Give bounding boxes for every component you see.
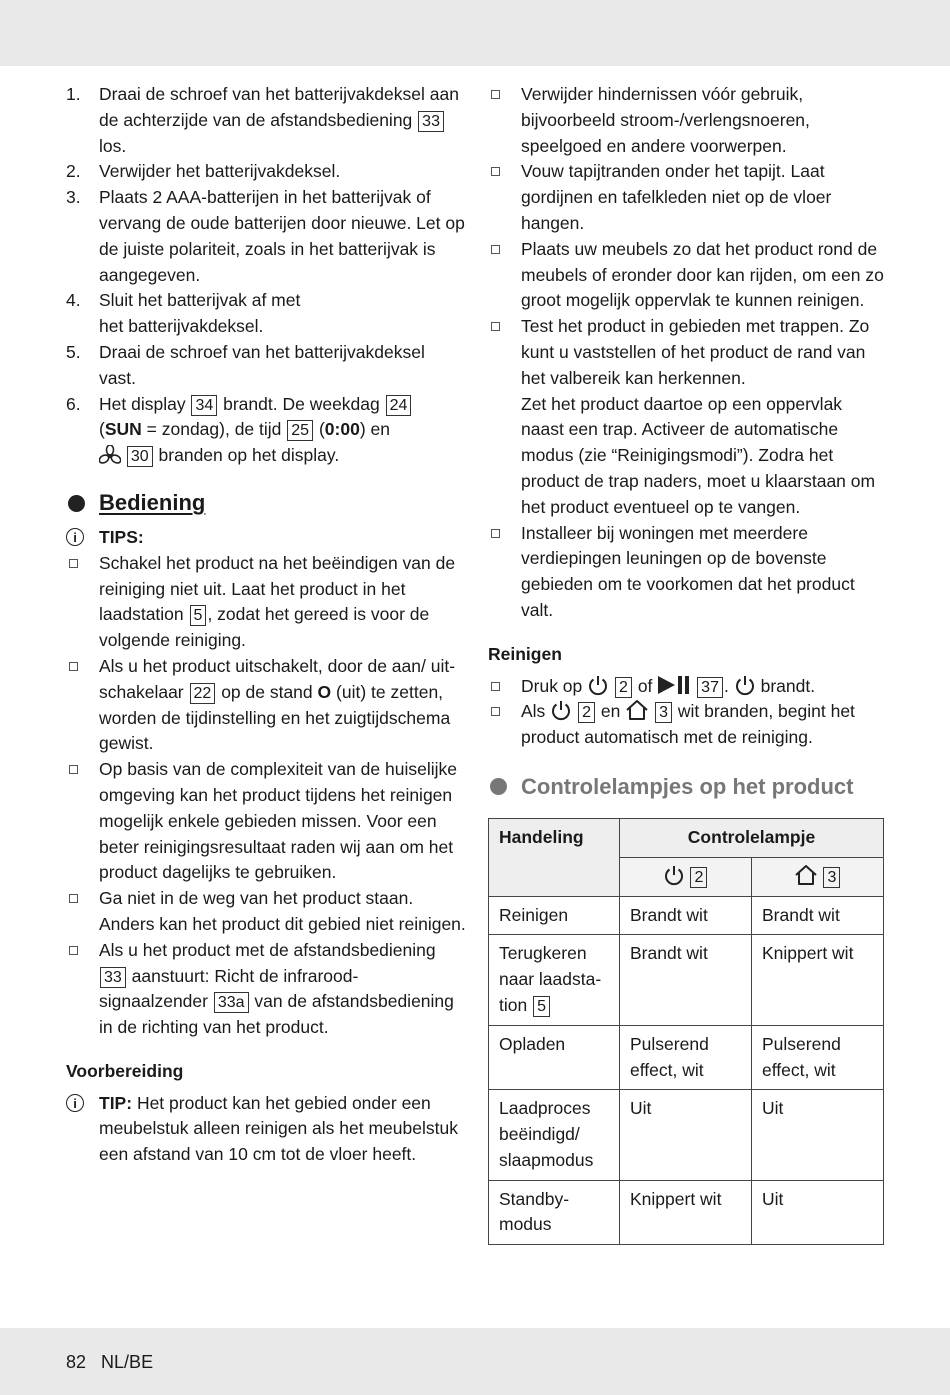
table-icon-cell xyxy=(752,857,884,896)
list-item: Vouw tapijtranden onder het tapijt. Laat gordijnen en tafelkleden niet op de vloer hangen. xyxy=(488,159,888,236)
ref-box: 33 xyxy=(418,111,444,132)
footer-bar xyxy=(0,1328,950,1395)
table-icon-cell xyxy=(620,857,752,896)
tip-item: i TIP: Het product kan het gebied onder een meubelstuk alleen reinigen als het meubelstuk een afstand van 10 cm tot de vloer heeft. xyxy=(66,1091,466,1168)
table-row: Standby-modus Knippert wit Uit xyxy=(489,1180,884,1245)
header-bar xyxy=(0,0,950,66)
ref-box: 3 xyxy=(655,702,672,723)
ref-box: 22 xyxy=(190,683,216,704)
fan-icon xyxy=(99,445,121,465)
checkbox-bullet-icon xyxy=(69,662,78,671)
tip-item: Als u het product uitschakelt, door de aan/ uit-schakelaar 22 op de stand O (uit) te zetten, worden de tijdinstelling en het zuigtijdschema gewist. xyxy=(66,654,466,757)
step-2: 2. Verwijder het batterijvakdeksel. xyxy=(66,161,341,182)
power-icon xyxy=(663,864,685,886)
ref-box: 5 xyxy=(190,605,207,626)
off-symbol: O xyxy=(317,681,332,702)
step-4: 4. Sluit het batterijvak af met het batterijvakdeksel. xyxy=(66,290,301,337)
ref-box: 2 xyxy=(690,867,707,888)
ref-box: 33a xyxy=(214,992,249,1013)
tip-item: Ga niet in de weg van het product staan. Anders kan het product dit gebied niet reinigen. xyxy=(66,886,466,938)
step-1: 1. Draai de schroef van het batterijvakdeksel aan de achterzijde van de afstandsbediening 33 los. xyxy=(66,84,459,156)
home-icon xyxy=(625,699,649,721)
right-column xyxy=(488,82,888,1245)
info-icon: i xyxy=(66,1094,84,1112)
table-row: Opladen Pulserend effect, wit Pulserend effect, wit xyxy=(489,1025,884,1090)
ref-box: 30 xyxy=(127,446,153,467)
tip-item: Schakel het product na het beëindigen van de reiniging niet uit. Laat het product in het laadstation 5 , zodat het gereed is voor de volgende reiniging. xyxy=(66,551,466,654)
section-heading-controlelampjes: Controlelampjes op het product xyxy=(488,771,888,802)
checkbox-bullet-icon xyxy=(491,682,500,691)
list-item: Als 2 en 3 wit branden, begint het product automatisch met de reiniging. xyxy=(488,699,888,751)
step-6: 6. Het display 34 brandt. De weekdag 24 (SUN = zondag), de tijd 25 (0:00) en 30 branden op het display. xyxy=(66,392,466,469)
list-item: Installeer bij woningen met meerdere verdiepingen leuningen op de bovenste gebieden om te voorkomen dat het product valt. xyxy=(488,521,888,624)
checkbox-bullet-icon xyxy=(491,90,500,99)
checkbox-bullet-icon xyxy=(491,529,500,538)
list-item: Test het product in gebieden met trappen. Zo kunt u vaststellen of het product de rand van het valbereik kan herkennen. xyxy=(488,314,888,391)
left-column xyxy=(66,82,466,1168)
tip-item: Op basis van de complexiteit van de huiselijke omgeving kan het product tijdens het reinigen mogelijk enkele gebieden missen. Voor een beter reinigingsresultaat raden wij aan om het product dagelijks te gebruiken. xyxy=(66,757,466,886)
list-item-continuation: Zet het product daartoe op een oppervlak naast een trap. Activeer de automatische modus (zie “Reinigingsmodi”). Zodra het product de trap naders, moet u klaarstaan om het product eventueel op te vangen. xyxy=(521,393,876,517)
ref-box: 24 xyxy=(386,395,412,416)
play-pause-icon xyxy=(657,674,691,696)
checkbox-bullet-icon xyxy=(69,946,78,955)
checkbox-bullet-icon xyxy=(69,894,78,903)
step-5: 5. Draai de schroef van het batterijvakdeksel vast. xyxy=(66,341,425,388)
list-item: Druk op 2 of 37 . brandt. xyxy=(488,674,888,700)
ref-box: 33 xyxy=(100,967,126,988)
ref-box: 34 xyxy=(191,395,217,416)
ref-box: 5 xyxy=(533,996,550,1017)
bullet-dot-icon xyxy=(68,495,85,512)
list-item: Plaats uw meubels zo dat het product rond de meubels of eronder door kan rijden, om een zo groot mogelijk oppervlak te kunnen reinigen. xyxy=(488,237,888,314)
bullet-dot-icon xyxy=(490,778,507,795)
subheading-reinigen: Reinigen xyxy=(488,643,562,664)
checkbox-bullet-icon xyxy=(491,707,500,716)
power-icon xyxy=(587,674,609,696)
ref-box: 2 xyxy=(615,677,632,698)
page-number: 82 NL/BE xyxy=(66,1352,154,1372)
ref-box: 3 xyxy=(823,867,840,888)
step-3: 3. Plaats 2 AAA-batterijen in het batterijvak of vervang de oude batterijen door nieuwe. Let op de juiste polariteit, zoals in het batterijvak is aangegeven. xyxy=(66,187,465,285)
indicator-table xyxy=(488,818,884,1245)
subheading-voorbereiding: Voorbereiding xyxy=(66,1060,184,1081)
checkbox-bullet-icon xyxy=(491,322,500,331)
ref-box: 2 xyxy=(578,702,595,723)
checkbox-bullet-icon xyxy=(491,167,500,176)
ref-box: 37 xyxy=(697,677,723,698)
table-header-handeling: Handeling xyxy=(489,818,620,896)
power-icon xyxy=(734,674,756,696)
checkbox-bullet-icon xyxy=(491,245,500,254)
ref-box: 25 xyxy=(287,420,313,441)
tip-item: Als u het product met de afstandsbediening 33 aanstuurt: Richt de infrarood-signaalzender 33a van de afstandsbediening in de richting van het product. xyxy=(66,938,466,1041)
home-icon xyxy=(794,864,818,886)
list-item: Verwijder hindernissen vóór gebruik, bijvoorbeeld stroom-/verlengsnoeren, speelgoed en andere voorwerpen. xyxy=(488,82,888,159)
table-row: Terugkeren naar laadsta-tion 5 Brandt wit Knippert wit xyxy=(489,935,884,1025)
table-row: Laadproces beëindigd/ slaapmodus Uit Uit xyxy=(489,1090,884,1180)
table-header-controlelampje: Controlelampje xyxy=(620,818,884,857)
power-icon xyxy=(550,699,572,721)
checkbox-bullet-icon xyxy=(69,559,78,568)
table-row: Reinigen Brandt wit Brandt wit xyxy=(489,896,884,935)
checkbox-bullet-icon xyxy=(69,765,78,774)
info-icon: i xyxy=(66,528,84,546)
section-heading-bediening: Bediening xyxy=(66,489,466,517)
tips-label: i TIPS: xyxy=(66,525,466,551)
